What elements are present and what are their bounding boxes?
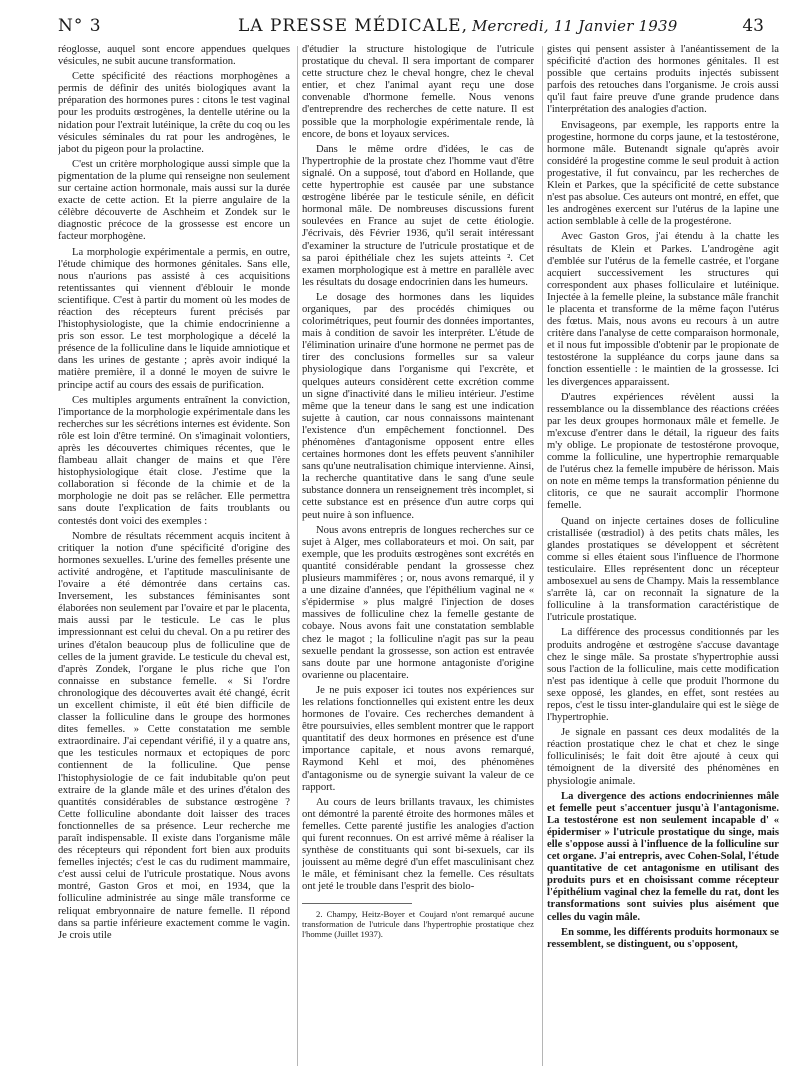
paragraph: Nous avons entrepris de longues recherches sur ce sujet à Alger, mes collaborateurs et moi. On sait, par exemple, que les produits œstrogènes sont excrétés en quantité considérable pendant la grossesse chez plusieurs mammifères ; or, nous avons remarqué, il y a une dizaine d'années, que l'épithélium vaginal ne « s'épidermise » plus malgré l'injection de doses massives de folliculine chez la femelle gestante de cobaye. Nous avons fait une constatation semblable chez le magot ; la folliculine n'agit pas sur la peau sexuelle pendant la grossesse, son action est entravée sans doute par une hormone antagoniste d'origine ovarienne ou placentaire. — [302, 524, 534, 681]
paragraph: Dans le même ordre d'idées, le cas de l'hypertrophie de la prostate chez l'homme vaut d'être signalé. On a supposé, tout d'abord en Hollande, que cette hypertrophie est causée par une substance œstrogène libérée par le testicule sénile, en déficit hormonal mâle. De nombreuses discussions furent soulevées en France au sujet de cette étiologie. J'écrivais, dès Février 1936, qu'il serait intéressant d'examiner la structure de l'utricule prostatique et de sa paroi épithéliale chez les sujets atteints ². Cet examen morphologique est à mettre en parallèle avec les résultats du dosage endocrinien dans les humeurs. — [302, 143, 534, 288]
paragraph: En somme, les différents produits hormonaux se ressemblent, se distinguent, ou s'opposent, — [547, 926, 779, 950]
paragraph: Je signale en passant ces deux modalités de la réaction prostatique chez le chat et chez le singe folliculinisés; le fait doit être ajouté à ceux qui témoignent de la diversité des phénomènes en physiologie animale. — [547, 727, 779, 787]
column-rule — [542, 46, 543, 1066]
paragraph: La morphologie expérimentale a permis, en outre, l'étude chimique des hormones génitales. Sans elle, nous n'aurions pas assisté à ces acquisitions retentissantes qui viennent d'éblouir le monde scientifique. C'est à partir du moment où les modes de réaction des récepteurs furent précisés par l'histophysiologiste, que la chimie endocrinienne a pris son essor. Le test morphologique a décelé la présence de la folliculine dans le liquide amniotique et dans les urines de gestante ; après avoir indiqué la matière première, il a donné le moyen de suivre le principe actif au cours des essais de purification. — [58, 246, 290, 391]
paragraph: Quand on injecte certaines doses de folliculine cristallisée (œstradiol) à des petits chats mâles, les glandes prostatiques se développent et sécrètent comme si elles étaient sous l'influence de l'hormone testiculaire. Elles représentent donc un récepteur ambosexuel au sens de Champy. Mais la ressemblance s'arrête là, car on reconnaît la signature de la folliculine à la transformation caractéristique de l'utricule prostatique. — [547, 515, 779, 624]
text-column-3 — [547, 44, 779, 1069]
issue-number: N° 3 — [58, 16, 102, 36]
journal-title-line — [238, 16, 678, 36]
footnote: 2. Champy, Heitz-Boyer et Coujard n'ont remarqué aucune transformation de l'utricule dans l'hypertrophie prostatique chez l'homme (Juillet 1937). — [302, 909, 534, 940]
paragraph: La divergence des actions endocriniennes mâle et femelle peut s'accentuer jusqu'à l'antagonisme. La testostérone est non seulement incapable d' « épidermiser » l'utricule prostatique du singe, mais elle s'oppose aussi à l'influence de la folliculine sur cet organe. J'ai entrepris, avec Cohen-Solal, l'étude quantitative de cet antagonisme en utilisant des produits purs et en choisissant comme récepteur l'épithélium vaginal chez la femelle du rat, dont les transformations sont suivies plus aisément que celles du vagin mâle. — [547, 790, 779, 923]
paragraph: Le dosage des hormones dans les liquides organiques, par des procédés chimiques ou colorimétriques, peut fournir des données importantes, mais à condition de savoir les interpréter. L'étude de l'élimination urinaire d'une hormone ne permet pas de tirer des conclusions formelles sur sa valeur physiologique dans l'organisme qui l'excrète, et quelques auteurs considèrent cette excrétion comme un signe d'inactivité dans le milieu intérieur. J'estime même que la teneur dans le sang est une indication sujette à caution, car nous connaissons maintenant l'existence d'un empêchement fonctionnel. Des phénomènes d'antagonisme opposent entre elles certaines hormones dont les effets peuvent s'annihiler sans qu'une neutralisation chimique intervienne. Ainsi, la recherche quantitative dans le sang d'une seule substance donnera un renseignement très incomplet, si cette substance est en présence d'un autre corps qui peut nuire à son influence. — [302, 291, 534, 521]
paragraph: réoglosse, auquel sont encore appendues quelques vésicules, ne subit aucune transformation. — [58, 44, 290, 68]
text-column-1 — [58, 44, 290, 1069]
paragraph: C'est un critère morphologique aussi simple que la pigmentation de la plume qui renseigne non seulement sur certaine action hormonale, mais aussi sur la durée exacte de cette action. Et la pierre angulaire de la célèbre découverte de Aschheim et Zondek sur le diagnostic précoce de la grossesse est encore un facteur morphogène. — [58, 158, 290, 243]
paragraph: Ces multiples arguments entraînent la conviction, l'importance de la morphologie expérimentale dans les recherches sur les sécrétions internes est évidente. Son rôle est loin d'être terminé. On s'imaginait volontiers, après les découvertes chimiques récentes, que le flambeau allait changer de mains et que l'ère histophysiologique était close. J'estime que la collaboration si féconde de la chimie et de la morphologie ne doit pas se relâcher. Elle permettra sans doute l'explication de faits troublants ou contestés dont voici des exemples : — [58, 394, 290, 527]
paragraph: Avec Gaston Gros, j'ai étendu à la chatte les résultats de Klein et Parkes. L'androgène agit d'emblée sur l'utérus de la femelle castrée, et l'organe acquiert successivement les structures qui correspondent aux phases folliculaire et lutéinique. Injectée à la femelle pleine, la substance mâle franchit le placenta et transforme de la même façon l'utérus des fœtus. Mais, nous avons eu recours à un autre critère dans l'analyse de cette comparaison hormonale, et il nous fut impossible d'obtenir par le propionate de testostérone la suppléance du corps jaune dans sa fonction essentielle : le maintien de la grossesse. Ici les divergences apparaissent. — [547, 231, 779, 388]
paragraph: Cette spécificité des réactions morphogènes a permis de définir des unités biologiques avant la préparation des hormones pures : citons le test vaginal pour les produits œstrogènes, la dentelle utérine ou la nidation pour l'extrait lutéinique, la crête du coq ou les vésicules séminales du rat pour les androgènes, le jabot du pigeon pour la prolactine. — [58, 71, 290, 155]
paragraph: Envisageons, par exemple, les rapports entre la progestine, hormone du corps jaune, et la testostérone, hormone mâle. Butenandt signale qu'après avoir considéré la progestine comme le seul produit à action progestative, il fut convaincu, par les recherches de Klein et Parkes, que la spécificité de cette substance n'est pas absolue. Ces auteurs ont montré, en effet, que les androgènes exercent sur l'utérus de la lapine une action semblable à celle de la progestérone. — [547, 119, 779, 228]
paragraph: gistes qui pensent assister à l'anéantissement de la spécificité d'action des hormones génitales. Il est possible que certains produits injectés subissent parfois des retouches dans l'organisme. Je crois aussi qu'il faut faire preuve d'une grande prudence dans l'interprétation des analogies d'action. — [547, 44, 779, 116]
paragraph: La différence des processus conditionnés par les produits androgène et œstrogène s'accuse davantage chez le singe mâle. Sa prostate s'hypertrophie aussi sous l'action de la folliculine, mais cette modification n'est pas identique à celle que produit l'hormone du sexe opposé, les glandes, en effet, sont restées au repos, c'est le tissu inter-glandulaire qui est le siège de l'hypertrophie. — [547, 627, 779, 724]
page-number: 43 — [742, 16, 764, 36]
text-column-2 — [302, 44, 534, 1069]
column-rule — [297, 46, 298, 1066]
journal-title: LA PRESSE MÉDICALE, — [238, 16, 468, 36]
paragraph: D'autres expériences révèlent aussi la ressemblance ou la dissemblance des réactions créées par les deux groupes hormonaux mâle et femelle. Je m'excuse d'entrer dans le détail, la rigueur des faits m'y oblige. Le propionate de testostérone provoque, comme la folliculine, une hypertrophie remarquable de l'utérus chez la femelle impubère de hérisson. Mais on note en même temps la transformation pénienne du clitoris, ce que ne saurait accomplir l'hormone femelle. — [547, 391, 779, 512]
issue-date: Mercredi, 11 Janvier 1939 — [471, 17, 678, 35]
paragraph: Je ne puis exposer ici toutes nos expériences sur les relations fonctionnelles qui existent entre les deux hormones de l'ovaire. Ces recherches demandent à être poursuivies, elles semblent montrer que le rapport quantitatif des deux hormones en présence est d'une importance capitale, et nous avons remarqué, Raymond Kehl et moi, des phénomènes d'antagonisme ou de synergie suivant la valeur de ce rapport. — [302, 684, 534, 793]
page-header — [58, 10, 764, 38]
paragraph: Au cours de leurs brillants travaux, les chimistes ont démontré la parenté étroite des hormones mâles et femelles. Cette parenté justifie les analogies d'action qui furent reconnues. On est arrivé même à réaliser la synthèse de constituants qui sont bi-sexuels, car ils jouissent au même degré d'un effet masculinisant chez le mâle, et féminisant chez la femelle. Ces résultats ont jeté le trouble dans l'esprit des biolo- — [302, 796, 534, 893]
paragraph: d'étudier la structure histologique de l'utricule prostatique du cheval. Il sera important de comparer cette structure chez le cheval hongre, chez le cheval entier, et chez l'animal ayant reçu une dose convenable d'hormone femelle. Nous venons d'entreprendre des recherches de cette nature. Il est possible que la morphologie expérimentale rende, là encore, de bons et loyaux services. — [302, 44, 534, 140]
footnote-separator — [302, 903, 412, 904]
paragraph: Nombre de résultats récemment acquis incitent à critiquer la notion d'une spécificité d'origine des hormones sexuelles. L'urine des femelles présente une activité androgène, et l'aptitude masculinisante de l'ovaire a été démontrée dans certains cas. Inversement, les substances féminisantes sont élaborées non seulement par l'ovaire et par le placenta, mais aussi par le testicule. Le cas le plus impressionnant est celui du cheval. On a pu retirer des urines d'étalon beaucoup plus de folliculine que de celles de la jument gravide. Le testicule du cheval est, d'après Zondek, l'organe le plus riche que l'on connaisse en substance femelle. « Si l'ordre chronologique des découvertes avait été changé, écrit un excellent chimiste, il eût été bien difficile de classer la folliculine dans le groupe des hormones dites femelles. » Cette constatation me semble extraordinaire. J'ai cependant vérifié, il y a quatre ans, que les testicules normaux et ectopiques de porc contiennent de la folliculine. Que pense l'histophysiologie de ce fait indubitable qu'on peut extraire de la glande mâle et des urines d'étalon des quantités considérables de substance œstrogène ? Cette folliculine abondante doit laisser des traces fonctionnelles de sa présence. Leur recherche me paraît indispensable. Il existe dans l'organisme mâle des récepteurs qui répondent fort bien aux produits femelles injectés; c'est le cas du rudiment mammaire, c'est aussi celui de l'utricule prostatique. Nous avons montré, Gaston Gros et moi, en 1934, que la folliculine administrée au singe mâle transforme ce reliquat embryonnaire de nature femelle. Il répond dans sa partie inférieure exactement comme le vagin. Je crois utile — [58, 530, 290, 941]
